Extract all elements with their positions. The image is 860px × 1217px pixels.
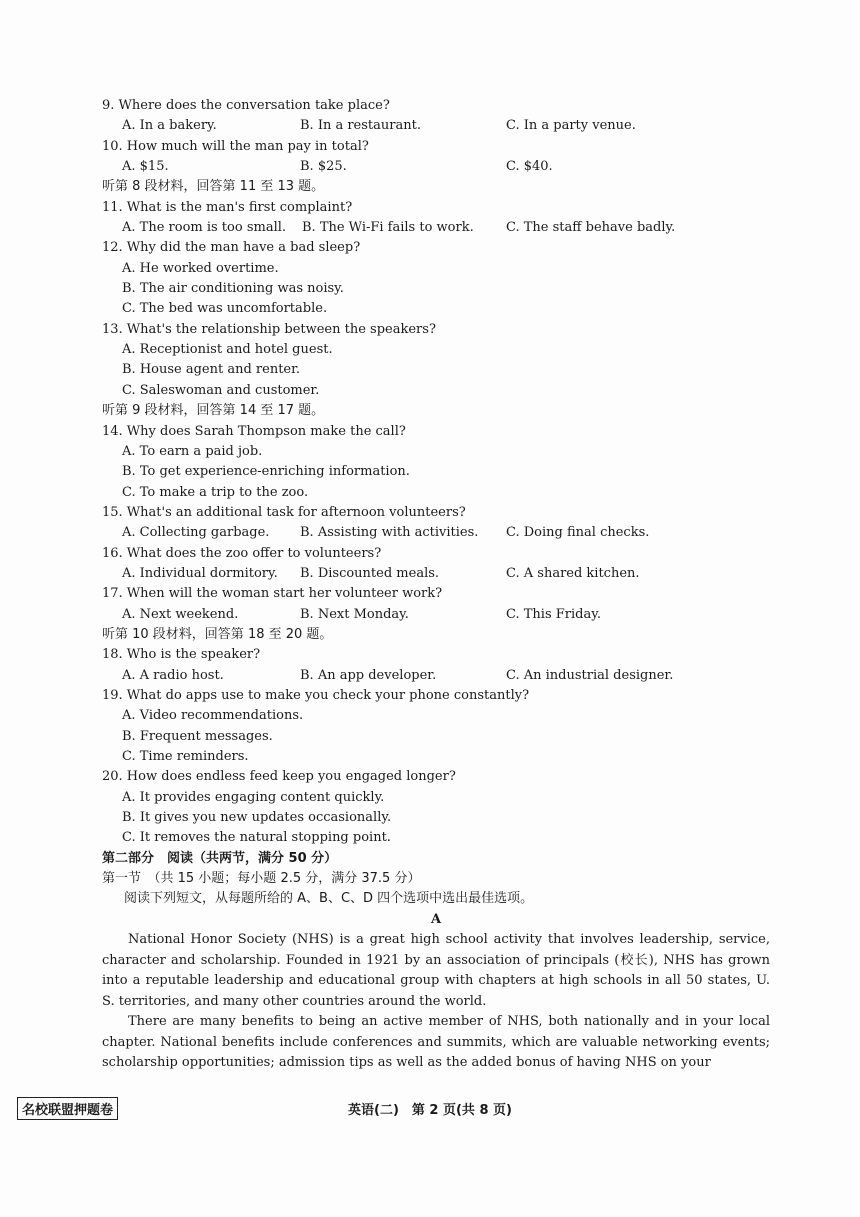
question-11-options — [102, 218, 770, 238]
option-c: C. $40. — [506, 159, 553, 175]
question-17: 17. When will the woman start her volunteer work? — [102, 586, 443, 602]
page-content — [102, 96, 770, 1074]
section-heading-9: 听第 9 段材料，回答第 14 至 17 题。 — [102, 403, 325, 419]
option-b: B. An app developer. — [300, 667, 437, 683]
option-c: C. Doing final checks. — [506, 525, 650, 541]
footer-page-number: 英语(二) 第 2 页(共 8 页) — [348, 1103, 512, 1118]
question-18-options — [102, 666, 770, 686]
question-16: 16. What does the zoo offer to volunteers? — [102, 545, 382, 561]
question-10: 10. How much will the man pay in total? — [102, 138, 369, 154]
option-a: A. In a bakery. — [122, 118, 217, 134]
option-c: C. This Friday. — [506, 606, 601, 622]
option-b: B. To get experience-enriching information. — [122, 464, 410, 480]
option-c: C. The bed was uncomfortable. — [122, 301, 328, 317]
question-15: 15. What's an additional task for afternoon volunteers? — [102, 504, 466, 520]
question-20: 20. How does endless feed keep you engaged longer? — [102, 769, 456, 785]
option-a: A. Next weekend. — [122, 606, 239, 622]
option-a: A. A radio host. — [122, 667, 224, 683]
question-9: 9. Where does the conversation take place? — [102, 98, 390, 113]
part-two-heading: 第二部分 阅读（共两节，满分 50 分） — [102, 850, 338, 866]
passage-label: A — [430, 911, 442, 927]
option-b: B. Frequent messages. — [122, 728, 273, 744]
question-11: 11. What is the man's first complaint? — [102, 199, 353, 215]
reading-instruction: 阅读下列短文，从每题所给的 A、B、C、D 四个选项中选出最佳选项。 — [124, 891, 534, 907]
section-heading-8: 听第 8 段材料，回答第 11 至 13 题。 — [102, 179, 325, 195]
section-heading-10: 听第 10 段材料，回答第 18 至 20 题。 — [102, 626, 333, 642]
question-19: 19. What do apps use to make you check your phone constantly? — [102, 687, 530, 703]
page-footer — [0, 1097, 860, 1121]
option-c: C. Saleswoman and customer. — [122, 382, 320, 398]
question-10-options — [102, 157, 770, 177]
option-b: B. It gives you new updates occasionally. — [122, 810, 392, 826]
option-c: C. It removes the natural stopping point. — [122, 830, 391, 846]
option-c: C. An industrial designer. — [506, 667, 674, 683]
question-17-options — [102, 605, 770, 625]
option-a: A. $15. — [122, 159, 169, 175]
option-b: B. $25. — [300, 159, 347, 175]
option-c: C. In a party venue. — [506, 118, 636, 134]
option-b: B. The Wi-Fi fails to work. — [302, 220, 474, 236]
option-a: A. Receptionist and hotel guest. — [122, 342, 333, 358]
option-a: A. Individual dormitory. — [122, 565, 278, 581]
option-b: B. Discounted meals. — [300, 565, 440, 581]
option-c: C. Time reminders. — [122, 749, 249, 764]
question-18: 18. Who is the speaker? — [102, 647, 261, 663]
option-a: A. It provides engaging content quickly. — [122, 789, 385, 805]
question-12: 12. Why did the man have a bad sleep? — [102, 240, 361, 256]
option-b: B. House agent and renter. — [122, 362, 301, 378]
option-b: B. In a restaurant. — [300, 118, 421, 134]
option-c: C. To make a trip to the zoo. — [122, 484, 309, 500]
option-a: A. The room is too small. — [122, 220, 287, 236]
option-b: B. Next Monday. — [300, 606, 409, 622]
question-9-options — [102, 116, 770, 136]
footer-brand-label: 名校联盟押题卷 — [17, 1097, 118, 1120]
question-16-options — [102, 564, 770, 584]
option-b: B. Assisting with activities. — [300, 525, 479, 541]
passage-paragraph-2: There are many benefits to being an active member of NHS, both nationally and in your local chapter. National benefits include conferences and summits, which are valuable networking events; scholarship opportunities; admission tips as well as the added bonus of having NHS on your — [102, 1014, 770, 1071]
option-b: B. The air conditioning was noisy. — [122, 281, 344, 297]
question-14: 14. Why does Sarah Thompson make the call? — [102, 423, 406, 439]
option-c: C. The staff behave badly. — [506, 220, 676, 236]
question-13: 13. What's the relationship between the speakers? — [102, 321, 436, 337]
option-c: C. A shared kitchen. — [506, 565, 640, 581]
option-a: A. To earn a paid job. — [122, 443, 263, 459]
section-one-heading: 第一节 （共 15 小题；每小题 2.5 分，满分 37.5 分） — [102, 871, 421, 887]
question-15-options — [102, 523, 770, 543]
option-a: A. He worked overtime. — [122, 260, 279, 276]
option-a: A. Video recommendations. — [122, 708, 304, 724]
passage-paragraph-1: National Honor Society (NHS) is a great high school activity that involves leadership, service, character and scholarship. Founded in 1921 by an association of principals (校长), NHS has grown into a reputable leadership and educational group with chapters at high schools in all 50 states, U. S. territories, and many other countries around the world. — [102, 932, 770, 1009]
option-a: A. Collecting garbage. — [122, 525, 270, 541]
